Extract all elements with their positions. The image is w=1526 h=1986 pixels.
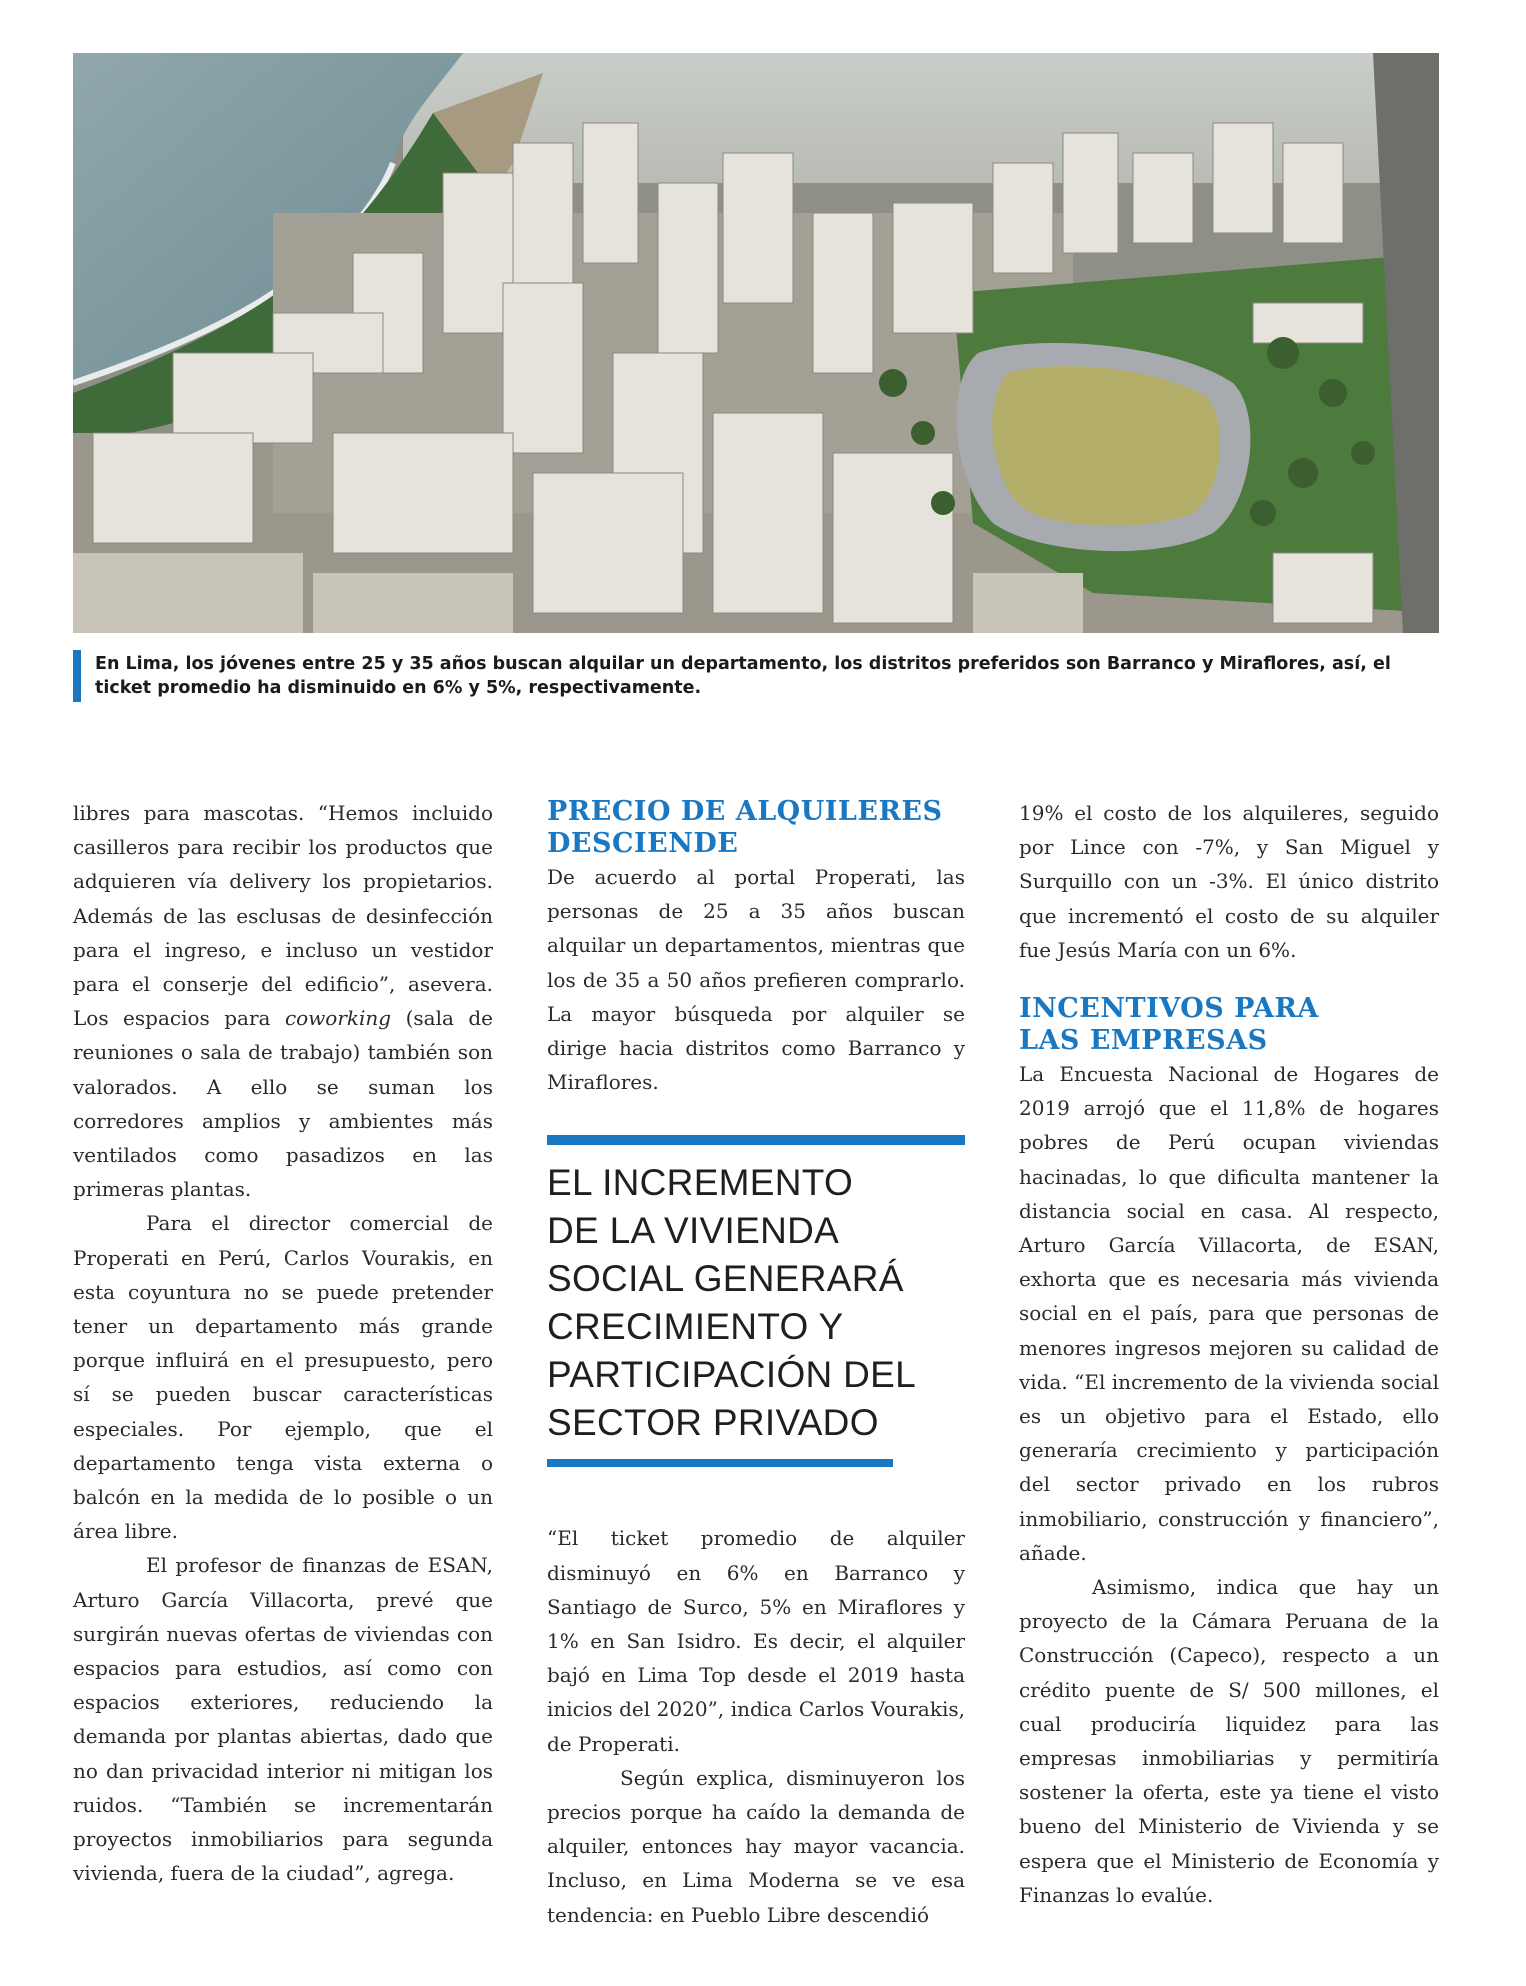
paragraph: La Encuesta Nacional de Hogares de 2019 arrojó que el 11,8% de hogares pobres de Perú ocupan viviendas hacinadas, lo que dificulta mantener la distancia social en casa. Al respecto, Arturo García Villacorta, de ESAN, exhorta que es necesaria más vivienda social en el país, para que personas de menores ingresos mejoren su calidad de vida. “El incremento de la vivienda social es un objetivo para el Estado, ello generaría crecimiento y participación del sector privado en los rubros inmobiliario, construcción y financiero”, añade. (1019, 1062, 1439, 1565)
paragraph: De acuerdo al portal Properati, las personas de 25 a 35 años buscan alquilar un departamentos, mientras que los de 35 a 50 años prefieren comprarlo. La mayor búsqueda por alquiler se dirige hacia distritos como Barranco y Miraflores. (547, 865, 965, 1095)
column-3 (1019, 796, 1439, 1912)
pull-quote: EL INCREMENTO DE LA VIVIENDA SOCIAL GENERARÁ CRECIMIENTO Y PARTICIPACIÓN DEL SECTOR PRIVADO (547, 1162, 917, 1444)
paragraph: Asimismo, indica que hay un proyecto de la Cámara Peruana de la Construcción (Capeco), respecto a un crédito puente de S/ 500 millones, el cual produciría liquidez para las empresas inmobiliarias y permitiría sostener la oferta, este ya tiene el visto bueno del Ministerio de Vivienda y se espera que el Ministerio de Economía y Finanzas lo evalúe. (1019, 1575, 1439, 1907)
pull-quote-rule-top (547, 1135, 965, 1145)
paragraph: libres para mascotas. “Hemos incluido casilleros para recibir los productos que adquieren vía delivery los propietarios. Además de las esclusas de desinfección para el ingreso, e incluso un vestidor para el conserje del edificio”, asevera. Los espacios para coworking (sala de reuniones o sala de trabajo) también son valorados. A ello se suman los corredores amplios y ambientes más ventilados como pasadizos en las primeras plantas. (73, 801, 493, 1202)
aerial-photo-lima (73, 53, 1439, 633)
paragraph: Para el director comercial de Properati en Perú, Carlos Vourakis, en esta coyuntura no se puede pretender tener un departamento más grande porque influirá en el presupuesto, pero sí se pueden buscar características especiales. Por ejemplo, que el departamento tenga vista externa o balcón en la medida de lo posible o un área libre. (73, 1211, 493, 1544)
section-heading-precio: PRECIO DE ALQUILERES DESCIENDE (547, 796, 943, 859)
paragraph: El profesor de finanzas de ESAN, Arturo García Villacorta, prevé que surgirán nuevas ofertas de viviendas con espacios para estudios, así como con espacios exteriores, reduciendo la demanda por plantas abiertas, dado que no dan privacidad interior ni mitigan los ruidos. “También se incrementarán proyectos inmobiliarios para segunda vivienda, fuera de la ciudad”, agrega. (73, 1553, 493, 1886)
pull-quote-rule-bottom (547, 1459, 893, 1467)
column-2 (547, 796, 965, 1932)
paragraph: “El ticket promedio de alquiler disminuyó en 6% en Barranco y Santiago de Surco, 5% en Miraflores y 1% en San Isidro. Es decir, el alquiler bajó en Lima Top desde el 2019 hasta inicios del 2020”, indica Carlos Vourakis, de Properati. (547, 1526, 965, 1756)
paragraph: Según explica, disminuyeron los precios porque ha caído la demanda de alquiler, entonces hay mayor vacancia. Incluso, en Lima Moderna se ve esa tendencia: en Pueblo Libre descendió (547, 1765, 965, 1927)
column-1 (73, 796, 493, 1891)
paragraph: 19% el costo de los alquileres, seguido por Lince con -7%, y San Miguel y Surquillo con un -3%. El único distrito que incrementó el costo de su alquiler fue Jesús María con un 6%. (1019, 801, 1439, 962)
photo-caption: En Lima, los jóvenes entre 25 y 35 años buscan alquilar un departamento, los distritos preferidos son Barranco y Miraflores, así, el ticket promedio ha disminuido en 6% y 5%, respectivamente. (73, 650, 1433, 702)
section-heading-incentivos: INCENTIVOS PARA LAS EMPRESAS (1019, 993, 1319, 1057)
